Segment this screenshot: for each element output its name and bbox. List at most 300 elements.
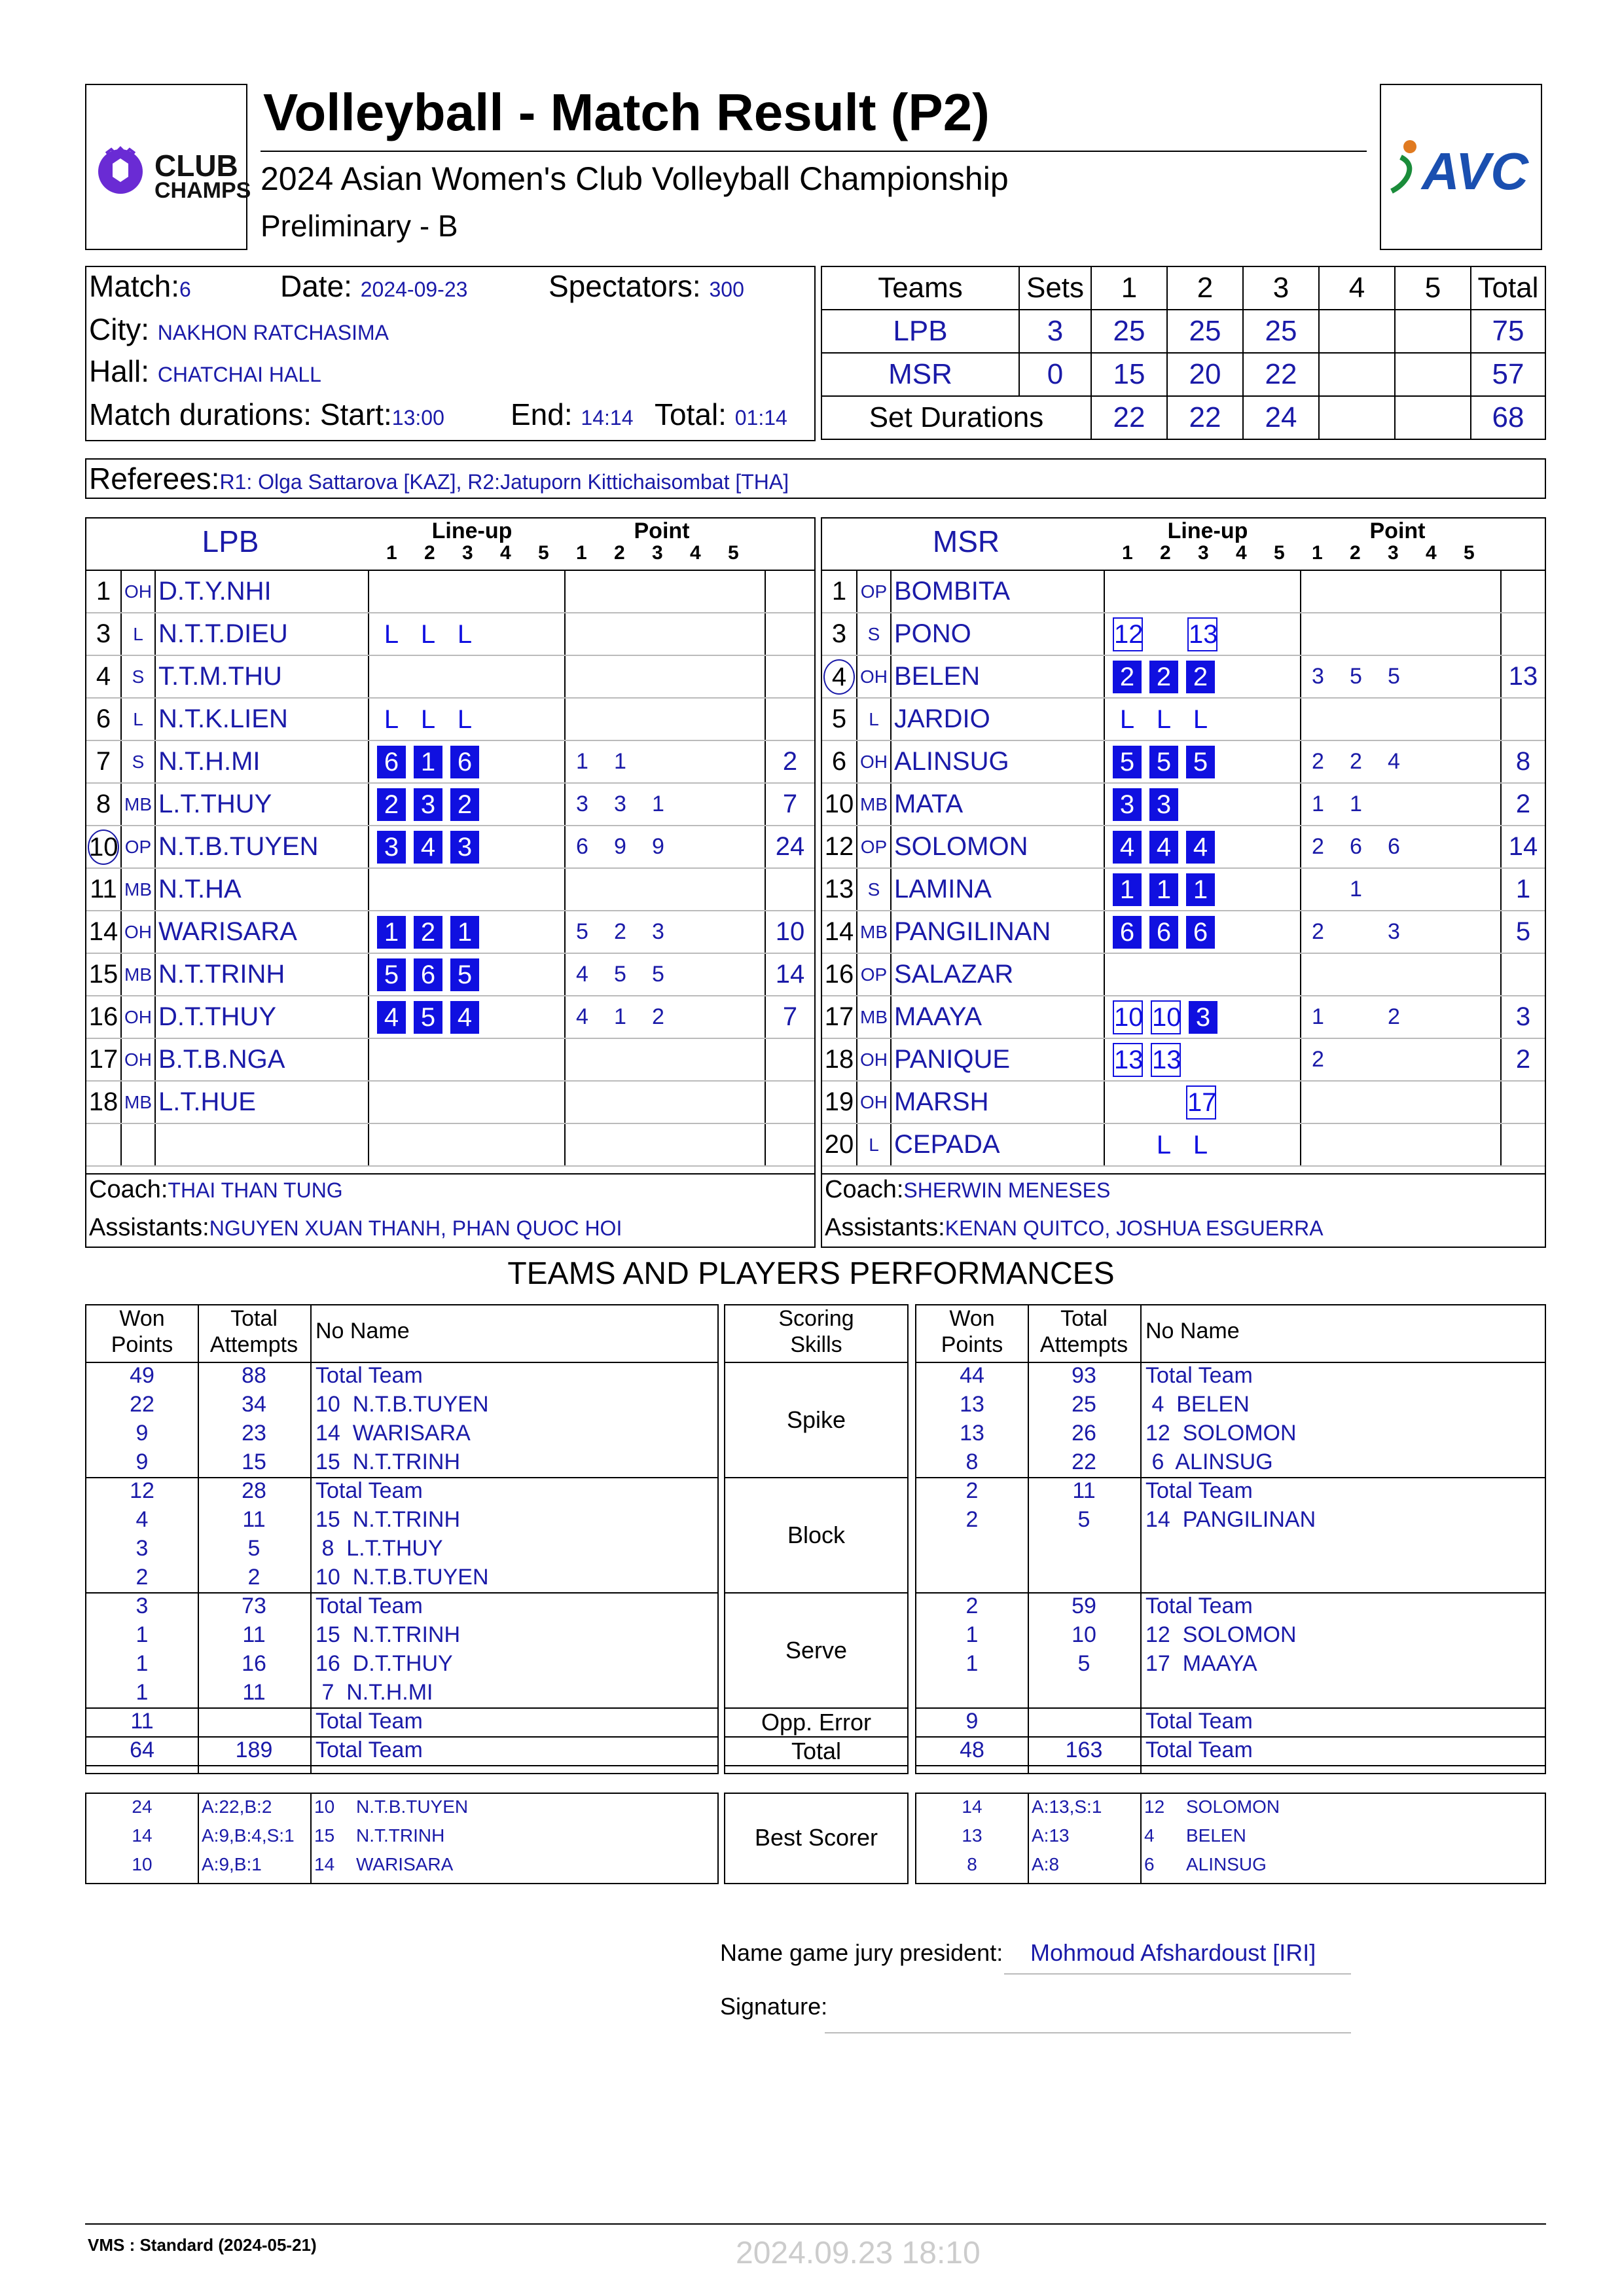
player-name: CEPADA <box>891 1123 1104 1166</box>
lineup-position: L <box>1156 1130 1172 1159</box>
player-total <box>1501 613 1545 655</box>
set-points: 5 <box>614 962 626 987</box>
best-scorer-left <box>85 1793 719 1884</box>
performer-name: Total Team <box>1145 1594 1253 1618</box>
player-name: N.T.K.LIEN <box>155 698 369 740</box>
print-stamp: 2024.09.23 18:10 <box>736 2236 981 2270</box>
total-attempts: 16 <box>242 1651 266 1676</box>
row-divider <box>725 1765 907 1766</box>
performance-title: TEAMS AND PLAYERS PERFORMANCES <box>507 1256 1115 1291</box>
score-cell: 20 <box>1167 353 1243 396</box>
lineup-position: 5 <box>1149 746 1178 778</box>
date-line: Date: 2024-09-23 <box>280 269 468 303</box>
player-points <box>1301 613 1501 655</box>
player-position: L <box>857 698 891 740</box>
lineup-position: 6 <box>450 746 479 778</box>
player-total <box>765 1038 814 1081</box>
lineup-position: L <box>420 619 436 649</box>
lineup-position: L <box>1193 704 1208 734</box>
player-name: T.T.M.THU <box>155 655 369 698</box>
set-points: 1 <box>1312 1004 1324 1029</box>
score-header: Sets <box>1019 266 1091 310</box>
player-number: 8 <box>86 783 121 826</box>
set-points: 6 <box>1388 834 1400 859</box>
player-number: 7 <box>86 740 121 783</box>
lineup-position: L <box>1119 704 1135 734</box>
player-row <box>822 996 1545 1038</box>
total-line: Total: 01:14 <box>655 397 787 431</box>
player-total: 5 <box>1501 911 1545 953</box>
player-number: 5 <box>822 698 857 740</box>
set-duration <box>1395 396 1471 439</box>
player-name: N.T.TRINH <box>155 953 369 996</box>
lineup-position: 13 <box>1113 1043 1143 1077</box>
player-lineup <box>369 783 565 826</box>
player-number: 1 <box>86 571 121 613</box>
lineup-position: 13 <box>1151 1043 1181 1077</box>
player-row <box>822 571 1545 613</box>
won-points-header: Won Points <box>941 1306 1003 1357</box>
avc-logo-text: AVC <box>1422 142 1528 200</box>
player-name: BOMBITA <box>891 571 1104 613</box>
player-name: B.T.B.NGA <box>155 1038 369 1081</box>
player-row <box>86 868 814 911</box>
player-points <box>565 1123 765 1166</box>
score-cell: 22 <box>1243 353 1319 396</box>
performer-name: Total Team <box>315 1363 423 1388</box>
performance-left <box>85 1304 719 1774</box>
scoring-skills-header: Scoring Skills <box>778 1306 854 1357</box>
lineup-position: 3 <box>1149 788 1178 821</box>
player-lineup <box>369 571 565 613</box>
lineup-position <box>1151 618 1180 651</box>
performer-name: 12 SOLOMON <box>1145 1622 1297 1647</box>
best-points: 24 <box>132 1796 153 1817</box>
set-points: 2 <box>1388 1004 1400 1029</box>
player-number: 20 <box>822 1123 857 1166</box>
player-number: 11 <box>86 868 121 911</box>
player-name: L.T.THUY <box>155 783 369 826</box>
total-attempts-header: Total Attempts <box>1039 1306 1128 1357</box>
set-duration: 22 <box>1167 396 1243 439</box>
score-cell <box>1395 310 1471 353</box>
logo-champs-text: CHAMPS <box>154 178 251 203</box>
player-lineup <box>1104 613 1301 655</box>
won-points: 2 <box>135 1565 149 1590</box>
player-row <box>822 1081 1545 1123</box>
hall-line: Hall: CHATCHAI HALL <box>89 354 321 388</box>
lineup-position: 4 <box>1113 831 1142 864</box>
player-row <box>86 698 814 740</box>
performer-name: 14 WARISARA <box>315 1421 471 1446</box>
won-points: 1 <box>135 1680 149 1705</box>
player-name: SOLOMON <box>891 826 1104 868</box>
player-lineup <box>1104 1123 1301 1166</box>
performance-right <box>915 1304 1546 1774</box>
player-position: L <box>121 613 155 655</box>
lineup-position: 3 <box>450 831 479 864</box>
player-position: OH <box>121 571 155 613</box>
set-durations-row <box>821 396 1545 439</box>
performer-name: 7 N.T.H.MI <box>315 1680 433 1705</box>
player-table <box>86 571 814 1167</box>
won-points: 13 <box>960 1421 984 1446</box>
lineup-position: 4 <box>414 831 442 864</box>
signature-label: Signature: <box>720 1993 828 2020</box>
player-lineup <box>369 613 565 655</box>
set-points: 2 <box>1350 749 1362 774</box>
performer-name: Total Team <box>315 1709 423 1734</box>
lineup-position: 2 <box>1113 661 1142 693</box>
match-line: Match:6 <box>89 269 191 303</box>
lineup-set-number: 4 <box>1236 542 1247 564</box>
total-attempts: 28 <box>242 1478 266 1503</box>
best-number: 14 <box>314 1854 335 1874</box>
total-attempts: 23 <box>242 1421 266 1446</box>
total-attempts: 26 <box>1072 1421 1096 1446</box>
best-name: N.T.TRINH <box>356 1825 445 1846</box>
best-points: 13 <box>962 1825 982 1846</box>
lineup-position: L <box>457 704 473 734</box>
lineup-position: 6 <box>414 958 442 991</box>
total-attempts: 34 <box>242 1392 266 1417</box>
lineup-position: 1 <box>1149 873 1178 906</box>
no-name-header: No Name <box>1145 1319 1240 1343</box>
best-breakdown: A:9,B:4,S:1 <box>202 1825 295 1846</box>
total-attempts: 11 <box>242 1622 266 1647</box>
won-points: 2 <box>965 1478 979 1503</box>
score-cell: MSR <box>821 353 1019 396</box>
player-row <box>822 783 1545 826</box>
score-cell: 25 <box>1091 310 1167 353</box>
row-divider <box>725 1362 907 1363</box>
player-position: L <box>857 1123 891 1166</box>
lineup-position: 1 <box>414 746 442 778</box>
player-name: D.T.THUY <box>155 996 369 1038</box>
player-number: 17 <box>86 1038 121 1081</box>
point-set-number: 2 <box>1350 542 1361 564</box>
player-total: 2 <box>1501 783 1545 826</box>
player-points <box>565 1038 765 1081</box>
won-points: 49 <box>130 1363 154 1388</box>
player-position: OP <box>121 826 155 868</box>
page-title: Volleyball - Match Result (P2) <box>263 83 990 141</box>
player-points <box>565 655 765 698</box>
player-name: N.T.T.DIEU <box>155 613 369 655</box>
end-line: End: 14:14 <box>511 397 634 431</box>
score-header: Teams <box>821 266 1019 310</box>
best-breakdown: A:13,S:1 <box>1032 1796 1102 1817</box>
total-attempts: 11 <box>242 1507 266 1532</box>
player-position: OH <box>121 1038 155 1081</box>
player-number: 17 <box>822 996 857 1038</box>
player-row <box>822 1123 1545 1166</box>
point-set-number: 4 <box>1426 542 1437 564</box>
set-duration: 24 <box>1243 396 1319 439</box>
captain-number: 10 <box>88 829 119 865</box>
player-row <box>822 613 1545 655</box>
player-row <box>822 698 1545 740</box>
city-line: City: NAKHON RATCHASIMA <box>89 312 389 346</box>
player-lineup <box>1104 698 1301 740</box>
player-points <box>1301 698 1501 740</box>
player-name: WARISARA <box>155 911 369 953</box>
player-row <box>822 826 1545 868</box>
player-lineup <box>369 1081 565 1123</box>
best-number: 10 <box>314 1796 335 1817</box>
total-attempts: 11 <box>1072 1478 1096 1503</box>
lineup-set-number: 5 <box>538 542 549 564</box>
player-name <box>155 1123 369 1166</box>
won-points: 48 <box>960 1738 984 1762</box>
vms-version: VMS : Standard (2024-05-21) <box>88 2235 317 2255</box>
point-set-number: 1 <box>576 542 587 564</box>
performer-name: 4 BELEN <box>1145 1392 1250 1417</box>
total-attempts: 163 <box>1065 1738 1103 1762</box>
coach-divider <box>822 1173 1545 1175</box>
won-points: 11 <box>130 1709 154 1734</box>
player-position <box>121 1123 155 1166</box>
player-lineup <box>1104 868 1301 911</box>
set-points: 2 <box>1312 749 1324 774</box>
won-points: 9 <box>135 1421 149 1446</box>
performer-name: Total Team <box>1145 1738 1253 1762</box>
assistants-line: Assistants:KENAN QUITCO, JOSHUA ESGUERRA <box>825 1214 1324 1241</box>
score-cell <box>1319 310 1395 353</box>
player-position: OH <box>857 655 891 698</box>
coach-divider <box>86 1173 814 1175</box>
avc-logo-icon <box>1388 137 1427 196</box>
player-number <box>86 826 121 868</box>
set-points: 3 <box>614 792 626 816</box>
lineup-position: L <box>1156 704 1172 734</box>
performance-skills <box>724 1304 909 1774</box>
player-position: S <box>121 740 155 783</box>
player-total: 13 <box>1501 655 1545 698</box>
player-total <box>765 868 814 911</box>
player-total <box>1501 1081 1545 1123</box>
set-points: 3 <box>1388 919 1400 944</box>
lineup-position: 2 <box>1186 661 1215 693</box>
score-row-lpb <box>821 310 1545 353</box>
player-row <box>86 826 814 868</box>
player-points <box>1301 953 1501 996</box>
lineup-set-number: 1 <box>1122 542 1133 564</box>
won-points: 12 <box>130 1478 154 1503</box>
set-points: 3 <box>1312 664 1324 689</box>
set-points: 4 <box>576 962 588 987</box>
player-number: 6 <box>822 740 857 783</box>
set-points: 1 <box>1312 792 1324 816</box>
player-total <box>1501 1123 1545 1166</box>
lineup-position: 2 <box>377 788 406 821</box>
best-points: 14 <box>132 1825 153 1846</box>
won-points: 2 <box>965 1594 979 1618</box>
player-number: 14 <box>822 911 857 953</box>
best-scorer-label: Best Scorer <box>754 1824 878 1851</box>
lineup-position <box>1149 1086 1178 1119</box>
player-name: N.T.B.TUYEN <box>155 826 369 868</box>
score-header: 5 <box>1395 266 1471 310</box>
player-lineup <box>369 740 565 783</box>
player-position: OP <box>857 826 891 868</box>
player-lineup <box>369 826 565 868</box>
lineup-position: 5 <box>414 1001 442 1034</box>
best-number: 12 <box>1144 1796 1165 1817</box>
player-row <box>86 1123 814 1166</box>
player-row <box>822 655 1545 698</box>
lineup-position: 6 <box>1149 916 1178 949</box>
lineup-position: 4 <box>450 1001 479 1034</box>
player-position: MB <box>121 868 155 911</box>
player-lineup <box>1104 996 1301 1038</box>
lineup-set-number: 2 <box>1160 542 1171 564</box>
player-row <box>822 868 1545 911</box>
player-position: MB <box>121 1081 155 1123</box>
player-points <box>1301 655 1501 698</box>
skill-label: Total <box>791 1738 842 1764</box>
player-name: N.T.HA <box>155 868 369 911</box>
player-total <box>1501 953 1545 996</box>
set-points: 6 <box>1350 834 1362 859</box>
player-points <box>1301 740 1501 783</box>
player-name: MARSH <box>891 1081 1104 1123</box>
lineup-position: 10 <box>1113 1000 1143 1034</box>
player-name: LAMINA <box>891 868 1104 911</box>
player-position: OH <box>857 1081 891 1123</box>
player-total: 14 <box>1501 826 1545 868</box>
left-logo-box <box>85 84 251 250</box>
player-lineup <box>369 868 565 911</box>
player-name: MATA <box>891 783 1104 826</box>
player-number: 3 <box>86 613 121 655</box>
player-row <box>822 1038 1545 1081</box>
player-total: 1 <box>1501 868 1545 911</box>
best-name: WARISARA <box>356 1854 454 1874</box>
performer-name: Total Team <box>315 1478 423 1503</box>
player-points <box>1301 1081 1501 1123</box>
performer-name: Total Team <box>1145 1478 1253 1503</box>
lineup-set-number: 1 <box>386 542 397 564</box>
player-number: 13 <box>822 868 857 911</box>
player-points <box>565 698 765 740</box>
lineup-position: 4 <box>1186 831 1215 864</box>
player-lineup <box>1104 655 1301 698</box>
won-points: 9 <box>965 1709 979 1734</box>
player-total <box>1501 698 1545 740</box>
set-durations-label: Set Durations <box>821 396 1091 439</box>
player-position: OH <box>857 740 891 783</box>
player-lineup <box>369 996 565 1038</box>
player-points <box>565 996 765 1038</box>
total-attempts: 2 <box>247 1565 261 1590</box>
lineup-position: 5 <box>1186 746 1215 778</box>
player-lineup <box>369 1123 565 1166</box>
total-attempts-header: Total Attempts <box>209 1306 298 1357</box>
best-breakdown: A:22,B:2 <box>202 1796 272 1817</box>
col-divider <box>198 1794 199 1883</box>
lineup-position: 13 <box>1187 617 1217 651</box>
won-points: 8 <box>965 1449 979 1474</box>
won-points: 1 <box>965 1651 979 1676</box>
player-number: 16 <box>86 996 121 1038</box>
score-header-row <box>821 266 1545 310</box>
player-name: ALINSUG <box>891 740 1104 783</box>
player-total: 3 <box>1501 996 1545 1038</box>
player-name: JARDIO <box>891 698 1104 740</box>
player-number: 10 <box>822 783 857 826</box>
set-points: 9 <box>614 834 626 859</box>
player-points <box>1301 571 1501 613</box>
player-position: OH <box>121 911 155 953</box>
set-duration: 68 <box>1471 396 1545 439</box>
title-divider <box>261 151 1367 152</box>
set-points: 2 <box>1312 834 1324 859</box>
lineup-position <box>1113 1129 1142 1161</box>
lineup-position: 4 <box>1149 831 1178 864</box>
performer-name: 10 N.T.B.TUYEN <box>315 1565 489 1590</box>
player-points <box>1301 783 1501 826</box>
score-header: 1 <box>1091 266 1167 310</box>
score-row-msr <box>821 353 1545 396</box>
lineup-position: 4 <box>377 1001 406 1034</box>
score-cell: 25 <box>1243 310 1319 353</box>
lineup-position: 6 <box>1186 916 1215 949</box>
lineup-position: 6 <box>1113 916 1142 949</box>
won-points-header: Won Points <box>111 1306 173 1357</box>
right-logo-box <box>1380 84 1542 250</box>
player-name: MAAYA <box>891 996 1104 1038</box>
col-divider <box>1028 1794 1029 1883</box>
player-position: OP <box>857 953 891 996</box>
player-row <box>86 1038 814 1081</box>
player-number: 15 <box>86 953 121 996</box>
score-cell: 0 <box>1019 353 1091 396</box>
best-points: 10 <box>132 1854 153 1874</box>
best-scorer-right <box>915 1793 1546 1884</box>
signature-line <box>825 2032 1351 2033</box>
performer-name: Total Team <box>1145 1363 1253 1388</box>
total-attempts: 5 <box>247 1536 261 1561</box>
lineup-position: 1 <box>1186 873 1215 906</box>
best-scorer-label-box <box>724 1793 909 1884</box>
performer-name: 15 N.T.TRINH <box>315 1449 461 1474</box>
player-total <box>765 698 814 740</box>
won-points: 13 <box>960 1392 984 1417</box>
set-points: 1 <box>614 1004 626 1029</box>
team-name: LPB <box>202 524 259 558</box>
player-position: OH <box>121 996 155 1038</box>
player-row <box>86 740 814 783</box>
championship-name: 2024 Asian Women's Club Volleyball Championship <box>261 160 1009 197</box>
coach-line: Coach:SHERWIN MENESES <box>825 1176 1111 1203</box>
lineup-set-number: 3 <box>462 542 473 564</box>
best-points: 14 <box>962 1796 982 1817</box>
assistants-line: Assistants:NGUYEN XUAN THANH, PHAN QUOC HOI <box>89 1214 622 1241</box>
player-points <box>1301 911 1501 953</box>
skill-label: Opp. Error <box>761 1709 872 1736</box>
team-roster-msr <box>821 517 1546 1248</box>
won-points: 1 <box>965 1622 979 1647</box>
player-total <box>765 1081 814 1123</box>
player-number <box>822 655 857 698</box>
captain-number: 4 <box>823 659 855 695</box>
lineup-position <box>1113 1086 1142 1119</box>
total-attempts: 73 <box>242 1594 266 1618</box>
score-cell: 57 <box>1471 353 1545 396</box>
set-points: 2 <box>652 1004 664 1029</box>
performer-name: 6 ALINSUG <box>1145 1449 1273 1474</box>
